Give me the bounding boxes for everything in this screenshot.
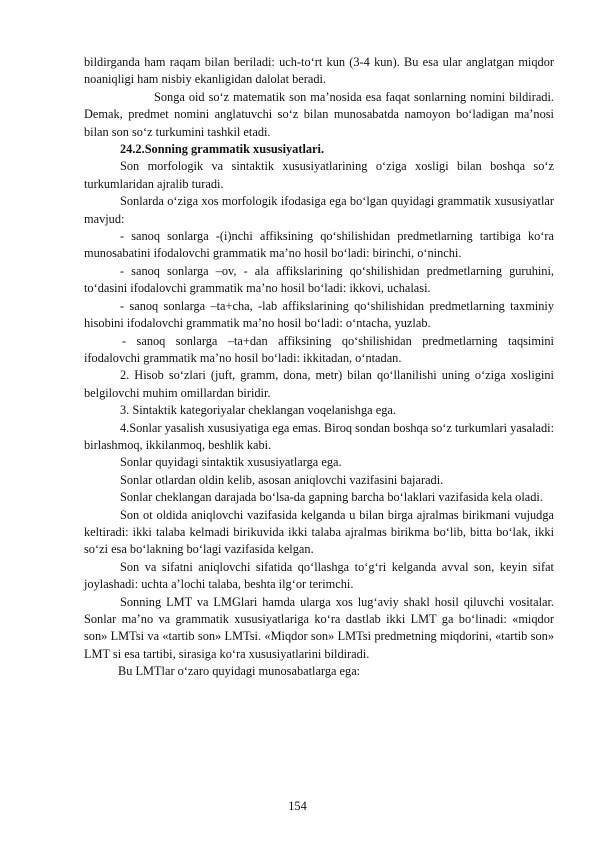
section-heading: 24.2.Sonning grammatik xususiyatlari. bbox=[120, 142, 325, 157]
paragraph: Son morfologik va sintaktik xususiyatlarining o‘ziga xosligi bilan boshqa so‘z turkumlaridan ajralib turadi. bbox=[84, 159, 554, 191]
numbered-item: 2. Hisob so‘zlari (juft, gramm, dona, metr) bilan qo‘llanilishi uning o‘ziga xosligini belgilovchi muhim omillardan biridir. bbox=[84, 368, 554, 400]
paragraph: bildirganda ham raqam bilan beriladi: uch-to‘rt kun (3-4 kun). Bu esa ular anglatgan miqdor noaniqligi ham nisbiy ekanligidan dalolat beradi. bbox=[84, 55, 554, 87]
list-item: - sanoq sonlarga –ta+cha, -lab affikslarining qo‘shilishidan predmetlarning taxminiy hisobini ifodalovchi grammatik ma’no hosil bo‘ladi: o‘ntacha, yuzlab. bbox=[84, 298, 554, 331]
list-item: - sanoq sonlarga –ov, - ala affikslarining qo‘shilishidan predmetlarning guruhini, to‘dasini ifodalovchi grammatik ma’no hosil bo‘ladi: ikkovi, uchalasi. bbox=[84, 263, 554, 296]
paragraph: Son ot oldida aniqlovchi vazifasida kelganda u bilan birga ajralmas birikmani vujudga keltiradi: ikki talaba kelmadi birikuvida ikki talaba ajralmas birikma bo‘lib, bitta bo‘lak, ikki so‘zi esa bo‘lakning bo‘lagi vazifasida kelgan. bbox=[84, 507, 554, 557]
paragraph: Bu LMTlar o‘zaro quyidagi munosabatlarga ega: bbox=[118, 664, 361, 679]
list-item: - sanoq sonlarga –ta+dan affiksining qo‘shilishidan predmetlarning taqsimini ifodalovchi grammatik ma’no hosil bo‘ladi: ikkitadan, o‘ntadan. bbox=[84, 333, 554, 365]
paragraph: Sonlar cheklangan darajada bo‘lsa-da gapning barcha bo‘laklari vazifasida kela oladi. bbox=[120, 490, 543, 505]
document-page bbox=[84, 54, 554, 681]
paragraph: Sonlar otlardan oldin kelib, asosan aniqlovchi vazifasini bajaradi. bbox=[120, 472, 444, 487]
numbered-item: 4.Sonlar yasalish xususiyatiga ega emas. Biroq sondan boshqa so‘z turkumlari yasaladi: birlashmoq, ikkilanmoq, beshlik kabi. bbox=[84, 420, 555, 452]
page-number: 154 bbox=[288, 799, 307, 813]
paragraph: Songa oid so‘z matematik son ma’nosida esa faqat sonlarning nomini bildiradi. Demak, predmet nomini anglatuvchi so‘z bilan munosabatda namoyon bo‘ladigan ma’nosi bilan son so‘z turkumini tashkil etadi. bbox=[84, 89, 554, 139]
numbered-item: 3. Sintaktik kategoriyalar cheklangan voqelanishga ega. bbox=[120, 403, 396, 418]
paragraph: Sonning LMT va LMGlari hamda ularga xos lug‘aviy shakl hosil qiluvchi vositalar. Sonlar ma’no va grammatik xususiyatlariga ko‘ra dastlab ikki LMT ga bo‘linadi: «miqdor son» LMTsi va «tartib son» LMTsi. «Miqdor son» LMTsi predmetning miqdorini, «tartib son» LMT si esa tartibi, sirasiga ko‘ra xususiyatlarini bildiradi. bbox=[84, 594, 554, 661]
list-item: - sanoq sonlarga -(i)nchi affiksining qo‘shilishidan predmetlarning tartibiga ko‘ra munosabatini ifodalovchi grammatik ma’no hosil bo‘ladi: birinchi, o‘ninchi. bbox=[84, 229, 554, 261]
paragraph: Son va sifatni aniqlovchi sifatida qo‘llashga to‘g‘ri kelganda avval son, keyin sifat joylashadi: uchta a’lochi talaba, beshta ilg‘or terimchi. bbox=[84, 559, 554, 592]
paragraph: Sonlar quyidagi sintaktik xususiyatlarga ega. bbox=[120, 455, 342, 470]
paragraph: Sonlarda o‘ziga xos morfologik ifodasiga ega bo‘lgan quyidagi grammatik xususiyatlar mavjud: bbox=[84, 194, 554, 226]
